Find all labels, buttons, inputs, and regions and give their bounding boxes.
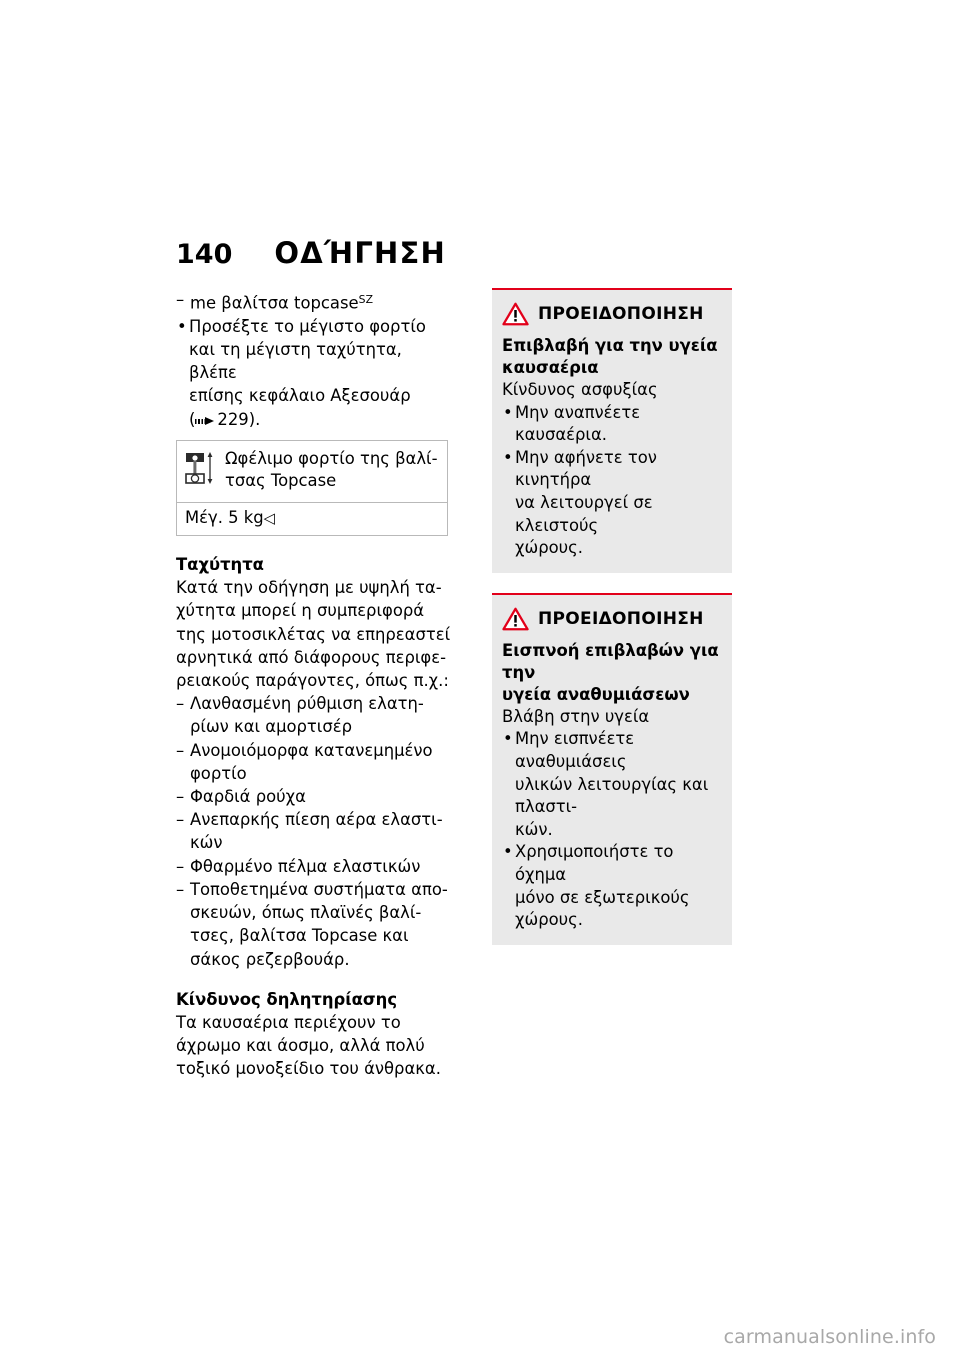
poisoning-body <box>176 1011 452 1081</box>
warning-bullet-list <box>502 728 720 931</box>
page-ref-number: 229 <box>217 409 249 429</box>
page-header <box>176 236 816 270</box>
text-line: κών <box>190 833 223 853</box>
section-heading-speed: Ταχύτητα <box>176 555 264 575</box>
text-line: Εισπνοή επιβλαβών για την <box>502 640 719 682</box>
text-line: Ωφέλιμο φορτίο της βαλί- <box>225 448 438 468</box>
warning-label: ΠΡΟΕΙΔΟΠΟΙΗΣΗ <box>538 608 704 629</box>
list-item <box>176 315 452 431</box>
text-line: • Χρησιμοποιήστε το όχημα <box>515 842 674 884</box>
text-line: της μοτοσικλέτας να επηρεαστεί <box>176 624 451 644</box>
text-line: επίσης κεφάλαιο Αξεσουάρ <box>189 386 411 406</box>
text-line: ρίων και αμορτισέρ <box>190 717 352 737</box>
list-item <box>176 692 452 738</box>
payload-table <box>176 440 448 536</box>
intro-dash-label: me βαλίτσα topcase <box>190 293 359 313</box>
text-line: υγεία αναθυμιάσεων <box>502 684 690 704</box>
intro-bullet-list <box>176 315 452 431</box>
warning-header <box>502 607 720 631</box>
payload-value: Μέγ. 5 kg <box>185 508 264 528</box>
text-line: να λειτουργεί σε κλειστούς <box>515 492 653 535</box>
text-line: σκευών, όπως πλαϊνές βαλί- <box>190 903 422 923</box>
text-line: σάκος ρεζερβουάρ. <box>190 949 350 969</box>
text-line: χώρους. <box>515 538 583 558</box>
warning-subtitle: Κίνδυνος ασφυξίας <box>502 380 658 399</box>
warning-label: ΠΡΟΕΙΔΟΠΟΙΗΣΗ <box>538 304 704 324</box>
text-line: • Μην εισπνέετε αναθυμιάσεις <box>515 729 635 771</box>
text-line: • Μην αναπνέετε καυσαέρια. <box>515 402 641 445</box>
warning-title <box>502 640 720 706</box>
list-item <box>502 402 720 447</box>
speed-factor-list <box>176 692 452 970</box>
end-of-entry-mark: ◁ <box>263 510 275 528</box>
text-line: • Μην αφήνετε τον κινητήρα <box>515 447 657 490</box>
table-cell-label <box>177 441 447 502</box>
table-label-text <box>223 448 438 492</box>
text-line: – Ανομοιόμορφα κατανεμημένο <box>190 740 433 760</box>
right-column <box>492 288 732 945</box>
text-line: – Φθαρμένο πέλμα ελαστικών <box>190 856 421 876</box>
list-item <box>502 728 720 841</box>
section-heading-poisoning: Κίνδυνος δηλητηρίασης <box>176 989 398 1009</box>
list-item <box>176 739 452 785</box>
text-line: αρνητικά από διάφορους περιφε- <box>176 647 446 667</box>
text-line: άχρωμο και άοσμο, αλλά πολύ <box>176 1036 425 1056</box>
list-item <box>176 878 452 971</box>
table-row <box>177 503 448 536</box>
page-ref-arrow-icon <box>195 417 217 426</box>
text-line: τσας Topcase <box>225 470 337 490</box>
text-line: και τη μέγιστη ταχύτητα, βλέπε <box>189 340 402 383</box>
topcase-payload-icon <box>183 448 223 494</box>
text-line: – Λανθασμένη ρύθμιση ελατη- <box>190 694 424 714</box>
list-item <box>176 288 452 315</box>
warning-box-exhaust <box>492 288 732 573</box>
paren-close: ). <box>248 409 261 429</box>
page-reference <box>189 408 452 431</box>
text-line: Κατά την οδήγηση με υψηλή τα- <box>176 578 442 598</box>
text-line: • Προσέξτε το μέγιστο φορτίο <box>189 316 426 336</box>
list-item <box>502 841 720 931</box>
topcase-payload-icon-svg <box>183 450 217 488</box>
text-line: – Φαρδιά ρούχα <box>190 787 306 807</box>
text-line: Τα καυσαέρια περιέχουν το <box>176 1012 401 1032</box>
spacer <box>176 971 452 988</box>
warning-bullet-list <box>502 402 720 560</box>
list-item <box>176 808 452 854</box>
text-line: κών. <box>515 819 553 839</box>
text-line: φορτίο <box>190 763 247 783</box>
text-line: καυσαέρια <box>502 358 599 377</box>
warning-subtitle: Βλάβη στην υγεία <box>502 706 650 726</box>
site-watermark: carmanualsonline.info <box>723 1326 936 1348</box>
left-column <box>176 288 452 1081</box>
warning-box-fumes <box>492 593 732 945</box>
text-line: υλικών λειτουργίας και πλαστι- <box>515 774 709 817</box>
spacer <box>176 536 452 553</box>
text-line: χύτητα μπορεί η συμπεριφορά <box>176 601 425 621</box>
speed-body <box>176 576 452 692</box>
text-line: – Τοποθετημένα συστήματα απο- <box>190 879 448 899</box>
paren-open: ( <box>189 409 196 429</box>
warning-title <box>502 335 720 379</box>
table-row <box>177 440 448 502</box>
text-line: τοξικό μονοξείδιο του άνθρακα. <box>176 1059 441 1079</box>
superscript-sz: SZ <box>358 293 374 306</box>
list-item <box>176 785 452 808</box>
text-line: – Ανεπαρκής πίεση αέρα ελαστι- <box>190 810 443 830</box>
page-title: ΟΔΉΓΗΣΗ <box>274 236 446 270</box>
text-line: Επιβλαβή για την υγεία <box>502 336 718 355</box>
warning-triangle-icon <box>502 302 529 326</box>
table-cell-value <box>177 503 447 535</box>
page-number: 140 <box>176 239 233 270</box>
warning-triangle-icon <box>502 607 529 631</box>
text-line: ρειακούς παράγοντες, όπως π.χ.: <box>176 671 449 691</box>
text-line: μόνο σε εξωτερικούς χώρους. <box>515 887 690 930</box>
intro-dash-list <box>176 288 452 315</box>
list-item <box>502 447 720 560</box>
list-item <box>176 855 452 878</box>
warning-header <box>502 302 720 326</box>
text-line: τσες, βαλίτσα Topcase και <box>190 926 409 946</box>
